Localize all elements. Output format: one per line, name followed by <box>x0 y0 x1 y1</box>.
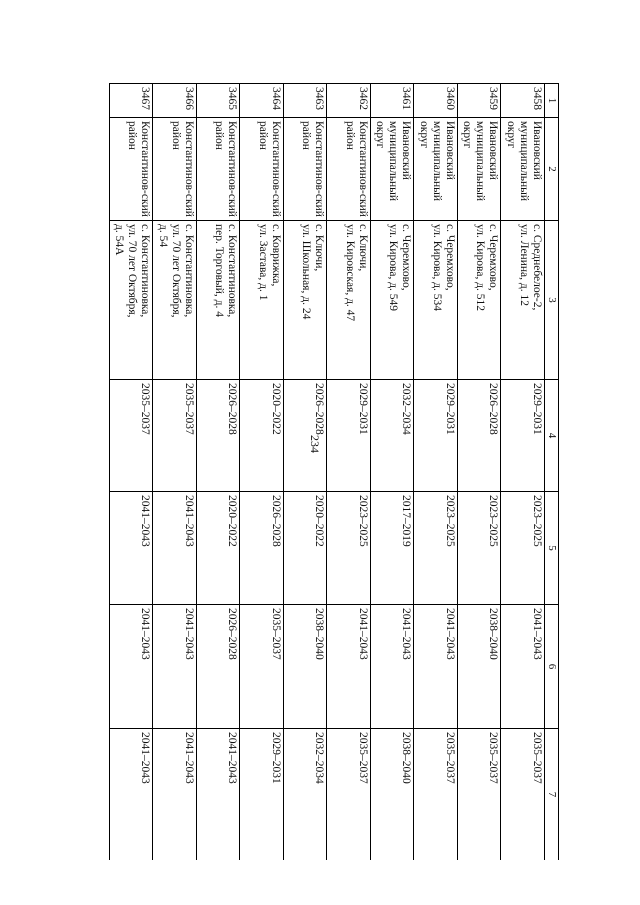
address-line: ул. 70 лет Октября, <box>126 224 139 318</box>
period-cell-col6: 2038–2040 <box>284 605 328 729</box>
period-cell-col4: 2026–2028 <box>284 380 328 492</box>
column-header: 1 <box>545 84 559 118</box>
period-cell-col4: 2029–2031 <box>501 380 545 492</box>
period-cell-col4: 2026–2028 <box>458 380 502 492</box>
rotated-table-container <box>108 83 559 860</box>
column-header: 3 <box>545 221 559 380</box>
table-row <box>110 84 154 861</box>
address-cell <box>327 221 371 380</box>
period-cell-col6: 2041–2043 <box>414 605 458 729</box>
table-row <box>240 84 284 861</box>
address-line: с. Константиновка, <box>226 224 239 318</box>
address-cell <box>458 221 502 380</box>
period-cell-col4: 2029–2031 <box>327 380 371 492</box>
table-row <box>458 84 502 861</box>
period-cell-col4: 2035–2037 <box>153 380 197 492</box>
table-row <box>284 84 328 861</box>
period-cell-col6: 2038–2040 <box>458 605 502 729</box>
address-line: с. Среднебелое-2, <box>531 224 543 311</box>
address-line: с. Ключи, <box>357 224 369 272</box>
table-row <box>327 84 371 861</box>
address-line: ул. Кирова, д. 549 <box>387 224 400 312</box>
table-row <box>197 84 241 861</box>
period-cell-col5: 2026–2028 <box>240 492 284 605</box>
district-cell: Ивановский муниципальный округ <box>458 118 502 221</box>
address-cell <box>371 221 415 380</box>
row-number-cell: 3462 <box>327 84 371 118</box>
period-cell-col7: 2035–2037 <box>327 729 371 861</box>
address-cell <box>153 221 197 380</box>
address-cell <box>414 221 458 380</box>
period-cell-col5: 2023–2025 <box>501 492 545 605</box>
period-cell-col7: 2041–2043 <box>153 729 197 861</box>
period-cell-col6: 2041–2043 <box>110 605 154 729</box>
period-cell-col6: 2041–2043 <box>501 605 545 729</box>
address-line: ул. Ленина, д. 12 <box>518 224 530 306</box>
address-line: ул. Кирова, д. 534 <box>431 224 443 312</box>
table-body <box>110 84 545 861</box>
period-cell-col5: 2023–2025 <box>414 492 458 605</box>
address-line: ул. Школьная, д. 24 <box>300 224 313 320</box>
address-line: с. Константиновка, <box>139 224 152 318</box>
address-line: с. Константиновка, <box>183 224 195 318</box>
period-cell-col4: 2029–2031 <box>414 380 458 492</box>
district-cell: Константинов-ский район <box>240 118 284 221</box>
period-cell-col6: 2026–2028 <box>197 605 241 729</box>
period-cell-col7: 2032–2034 <box>284 729 328 861</box>
period-cell-col5: 2041–2043 <box>153 492 197 605</box>
column-header: 4 <box>545 380 559 492</box>
period-cell-col4: 2035–2037 <box>110 380 154 492</box>
period-cell-col7: 2035–2037 <box>501 729 545 861</box>
table-row <box>501 84 545 861</box>
address-cell <box>501 221 545 380</box>
column-header: 5 <box>545 492 559 605</box>
period-cell-col4: 2026–2028 <box>197 380 241 492</box>
district-cell: Константинов-ский район <box>284 118 328 221</box>
address-line: д. 54А <box>113 224 126 256</box>
district-cell: Константинов-ский район <box>197 118 241 221</box>
period-cell-col7: 2035–2037 <box>414 729 458 861</box>
table-header <box>545 84 559 861</box>
address-cell <box>240 221 284 380</box>
period-cell-col7: 2041–2043 <box>110 729 154 861</box>
district-cell: Ивановский муниципальный округ <box>371 118 415 221</box>
column-header: 2 <box>545 118 559 221</box>
address-line: с. Коврижка, <box>270 224 282 287</box>
page-number: 234 <box>308 435 322 453</box>
district-cell: Константинов-ский район <box>153 118 197 221</box>
row-number-cell: 3467 <box>110 84 154 118</box>
row-number-cell: 3465 <box>197 84 241 118</box>
column-header: 6 <box>545 605 559 729</box>
period-cell-col5: 2020–2022 <box>284 492 328 605</box>
row-number-cell: 3461 <box>371 84 415 118</box>
address-line: ул. 70 лет Октября, <box>170 224 182 318</box>
address-line: ул. Кировская, д. 47 <box>344 224 356 322</box>
address-line: ул. Застава, д. 1 <box>257 224 269 301</box>
district-cell: Ивановский муниципальный округ <box>501 118 545 221</box>
period-cell-col7: 2035–2037 <box>458 729 502 861</box>
district-cell: Константинов-ский район <box>327 118 371 221</box>
row-number-cell: 3459 <box>458 84 502 118</box>
period-cell-col5: 2017–2019 <box>371 492 415 605</box>
table-row <box>153 84 197 861</box>
period-cell-col6: 2041–2043 <box>153 605 197 729</box>
row-number-cell: 3458 <box>501 84 545 118</box>
address-cell <box>197 221 241 380</box>
row-number-cell: 3463 <box>284 84 328 118</box>
period-cell-col4: 2020–2022 <box>240 380 284 492</box>
period-cell-col7: 2038–2040 <box>371 729 415 861</box>
period-cell-col5: 2020–2022 <box>197 492 241 605</box>
period-cell-col6: 2041–2043 <box>371 605 415 729</box>
address-line: д. 54 <box>157 224 169 248</box>
registry-table <box>109 83 559 860</box>
table-row <box>414 84 458 861</box>
period-cell-col6: 2035–2037 <box>240 605 284 729</box>
district-cell: Ивановский муниципальный округ <box>414 118 458 221</box>
period-cell-col4: 2032–2034 <box>371 380 415 492</box>
period-cell-col5: 2023–2025 <box>327 492 371 605</box>
row-number-cell: 3466 <box>153 84 197 118</box>
column-header: 7 <box>545 729 559 861</box>
period-cell-col7: 2029–2031 <box>240 729 284 861</box>
address-line: ул. Кирова, д. 512 <box>474 224 487 312</box>
address-line: с. Черемхово, <box>444 224 456 291</box>
address-line: с. Ключи, <box>313 224 326 272</box>
district-cell: Константинов-ский район <box>110 118 154 221</box>
period-cell-col5: 2023–2025 <box>458 492 502 605</box>
address-cell <box>284 221 328 380</box>
table-row <box>371 84 415 861</box>
row-number-cell: 3464 <box>240 84 284 118</box>
period-cell-col5: 2041–2043 <box>110 492 154 605</box>
address-line: пер. Торговый, д. 4 <box>213 224 226 318</box>
row-number-cell: 3460 <box>414 84 458 118</box>
address-line: с. Черемхово, <box>400 224 413 291</box>
period-cell-col6: 2041–2043 <box>327 605 371 729</box>
period-cell-col7: 2041–2043 <box>197 729 241 861</box>
address-line: с. Черемхово, <box>487 224 500 291</box>
address-cell <box>110 221 154 380</box>
